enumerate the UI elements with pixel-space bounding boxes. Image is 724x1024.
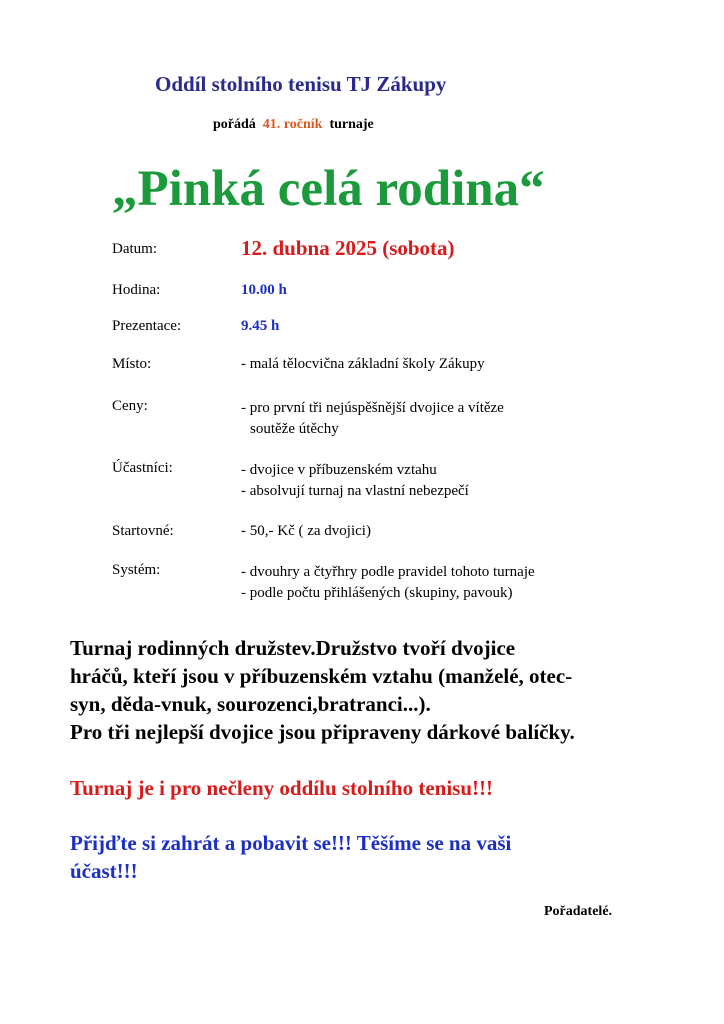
invitation-line-2: účast!!! [70,859,138,883]
detail-label-system: Systém: [112,562,161,578]
detail-value-prizes [241,398,504,440]
prizes-line-2: soutěže útěchy [250,421,339,437]
edition-line [213,117,374,133]
detail-value-time: 10.00 h [241,282,287,298]
non-members-notice: Turnaj je i pro nečleny oddílu stolního tenisu!!! [70,776,493,800]
detail-label-prizes: Ceny: [112,398,148,414]
description-line-1: Turnaj rodinných družstev.Družstvo tvoří dvojice [70,636,516,660]
tournament-title: „Pinká celá rodina“ [112,161,545,217]
detail-value-participants [241,460,469,502]
detail-label-date: Datum: [112,241,157,257]
detail-value-fee: - 50,- Kč ( za dvojici) [241,523,371,539]
invitation-paragraph [70,829,511,885]
description-paragraph [70,634,575,746]
participants-line-2: - absolvují turnaj na vlastní nebezpečí [241,483,469,499]
detail-value-system [241,562,535,604]
invitation-line-1: Přijďte si zahrát a pobavit se!!! Těšíme se na vaši [70,831,512,855]
detail-label-registration: Prezentace: [112,318,182,334]
detail-label-participants: Účastníci: [112,460,173,476]
system-line-2: - podle počtu přihlášených (skupiny, pavouk) [241,585,513,601]
detail-value-registration: 9.45 h [241,318,280,334]
description-line-4: Pro tři nejlepší dvojice jsou připraveny dárkové balíčky. [70,720,575,744]
signature: Pořadatelé. [544,904,613,919]
detail-label-place: Místo: [112,356,152,372]
description-line-3: syn, děda-vnuk, sourozenci,bratranci...). [70,692,431,716]
edition-suffix: turnaje [329,117,374,132]
detail-value-place: - malá tělocvična základní školy Zákupy [241,356,485,372]
detail-label-fee: Startovné: [112,523,174,539]
organizer-heading: Oddíl stolního tenisu TJ Zákupy [155,72,447,96]
system-line-1: - dvouhry a čtyřhry podle pravidel tohoto turnaje [241,564,535,580]
prizes-line-1: - pro první tři nejúspěšnější dvojice a vítěze [241,400,504,416]
detail-value-date: 12. dubna 2025 (sobota) [241,236,455,260]
edition-number: 41. ročník [262,117,323,132]
edition-prefix: pořádá [213,117,256,132]
detail-label-time: Hodina: [112,282,161,298]
description-line-2: hráčů, kteří jsou v příbuzenském vztahu (manželé, otec- [70,664,573,688]
participants-line-1: - dvojice v příbuzenském vztahu [241,462,437,478]
